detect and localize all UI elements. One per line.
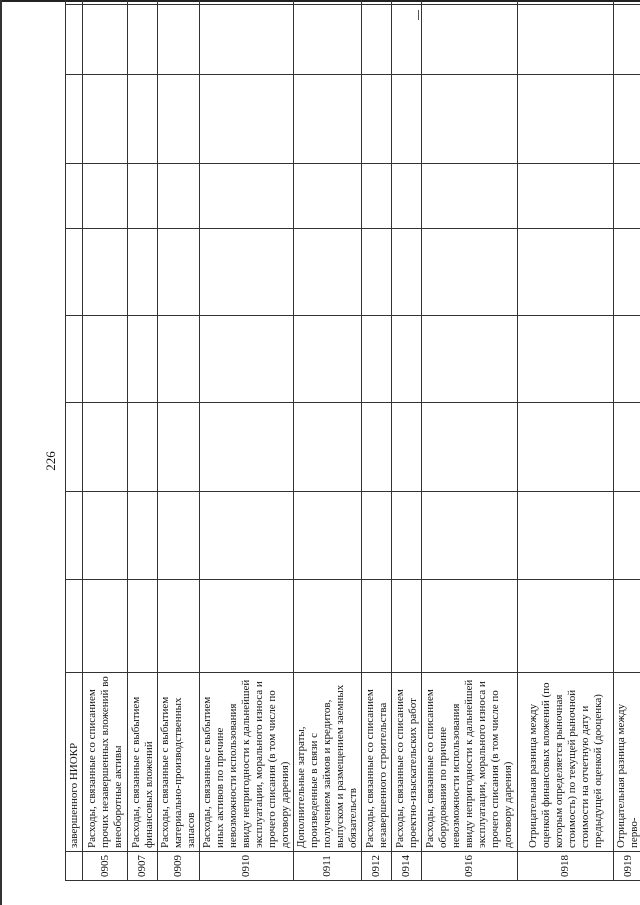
row-code: 0912 [362,852,392,881]
row-name: Расходы, связанные с выбытием иных активов по причине невозможности использования ввиду непригодности к дальнейшей эксплуатации, морального износа и прочего списания (в том числе по договору дарения) [200,673,294,852]
table-row [392,0,422,881]
row-name: Расходы, связанные с выбытием финансовых вложений [128,673,158,852]
row-name: Расходы, связанные с выбытием материально-производственных запасов [158,673,200,852]
row-code: 0909 [158,852,200,881]
header-fragment: завершенного НИОКР [66,673,83,852]
table-row [158,0,200,881]
row-code: 0905 [83,852,128,881]
row-code: 0918 [518,852,614,881]
rotated-page [43,23,640,881]
table-row [614,0,640,881]
table-row [518,0,614,881]
row-name: Отрицательная разница между оценкой финансовых вложений (по которым определяется рыночная стоимость) по текущей рыночной стоимости на отчетную дату и предыдущей оценкой (дооценка) [518,673,614,852]
table-row [294,0,362,881]
row-code: 0914 [392,852,422,881]
row-name: Расходы, связанные со списанием незавершенного строительства [362,673,392,852]
row-code: 0916 [422,852,518,881]
table-row [362,0,392,881]
table-row [200,0,294,881]
row-code: 0910 [200,852,294,881]
row-name: Дополнительные затраты, произведенные в связи с получением займов и кредитов, выпуском и размещением заемных обязательств [294,673,362,852]
expense-codes-table [65,0,640,881]
row-name: Расходы, связанные со списанием прочих незавершенных вложений во внеоборотные активы [83,673,128,852]
table-row [128,0,158,881]
row-code: 0911 [294,852,362,881]
table-row [66,0,83,881]
scan-edge-left [0,0,2,905]
row-name: Отрицательная разница между перво- [614,673,640,852]
row-name: Расходы, связанные со списанием проектно-изыскательских работ [392,673,422,852]
row-code: 0907 [128,852,158,881]
table-row [83,0,128,881]
page-number: 226 [43,451,58,471]
table-row [422,0,518,881]
row-code: 0919 [614,852,640,881]
row-name: Расходы, связанные со списанием оборудования по причине невозможности использования ввиду непригодности к дальнейшей эксплуатации, морального износа и прочего списания (в том числе по договору дарения) [422,673,518,852]
